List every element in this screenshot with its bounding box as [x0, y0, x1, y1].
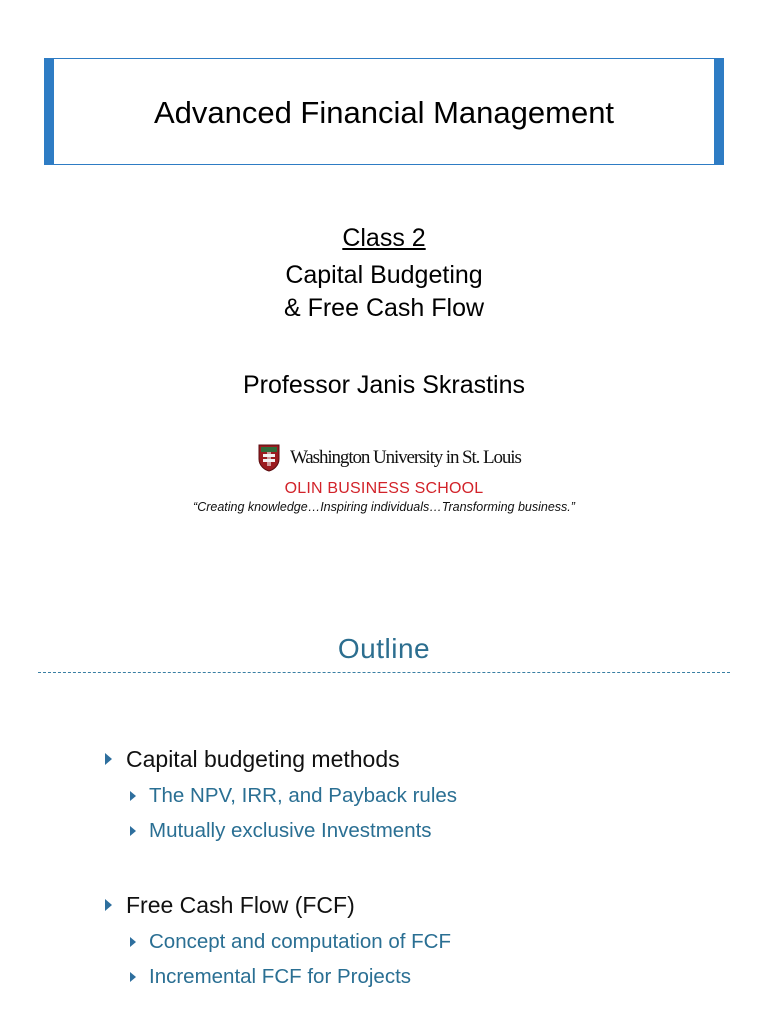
sub-bullet-arrow-icon — [130, 826, 136, 836]
school-motto: “Creating knowledge…Inspiring individuals…Transforming business.” — [193, 500, 575, 514]
sub-bullet-label: The NPV, IRR, and Payback rules — [149, 784, 458, 807]
professor-name: Professor Janis Skrastins — [242, 371, 526, 399]
subtitle-line-1: Capital Budgeting — [285, 261, 483, 289]
sub-bullet-label: Concept and computation of FCF — [149, 930, 451, 953]
university-name: Washington University in St. Louis — [290, 447, 521, 468]
bullet-label: Capital budgeting methods — [126, 746, 400, 772]
bullet-label: Free Cash Flow (FCF) — [126, 892, 355, 918]
sub-bullet-arrow-icon — [130, 937, 136, 947]
heading-divider — [38, 672, 730, 673]
sub-bullet-arrow-icon — [130, 972, 136, 982]
title-box — [44, 58, 724, 165]
outline-heading: Outline — [337, 633, 431, 664]
slide-title: Advanced Financial Management — [153, 95, 615, 130]
university-shield-icon — [258, 444, 280, 472]
bullet-arrow-icon — [105, 753, 112, 765]
subtitle-line-2: & Free Cash Flow — [283, 294, 485, 322]
bullet-capital-budgeting — [105, 744, 400, 774]
sub-bullet-incremental-fcf — [130, 963, 411, 991]
sub-bullet-arrow-icon — [130, 791, 136, 801]
bullet-arrow-icon — [105, 899, 112, 911]
sub-bullet-label: Incremental FCF for Projects — [149, 965, 412, 988]
sub-bullet-label: Mutually exclusive Investments — [149, 819, 432, 842]
class-label: Class 2 — [342, 224, 426, 252]
sub-bullet-mutually-exclusive — [130, 817, 432, 845]
university-logo — [258, 441, 521, 475]
school-name: OLIN BUSINESS SCHOOL — [284, 480, 484, 497]
bullet-free-cash-flow — [105, 890, 355, 920]
sub-bullet-npv-irr — [130, 782, 457, 810]
sub-bullet-fcf-concept — [130, 928, 451, 956]
